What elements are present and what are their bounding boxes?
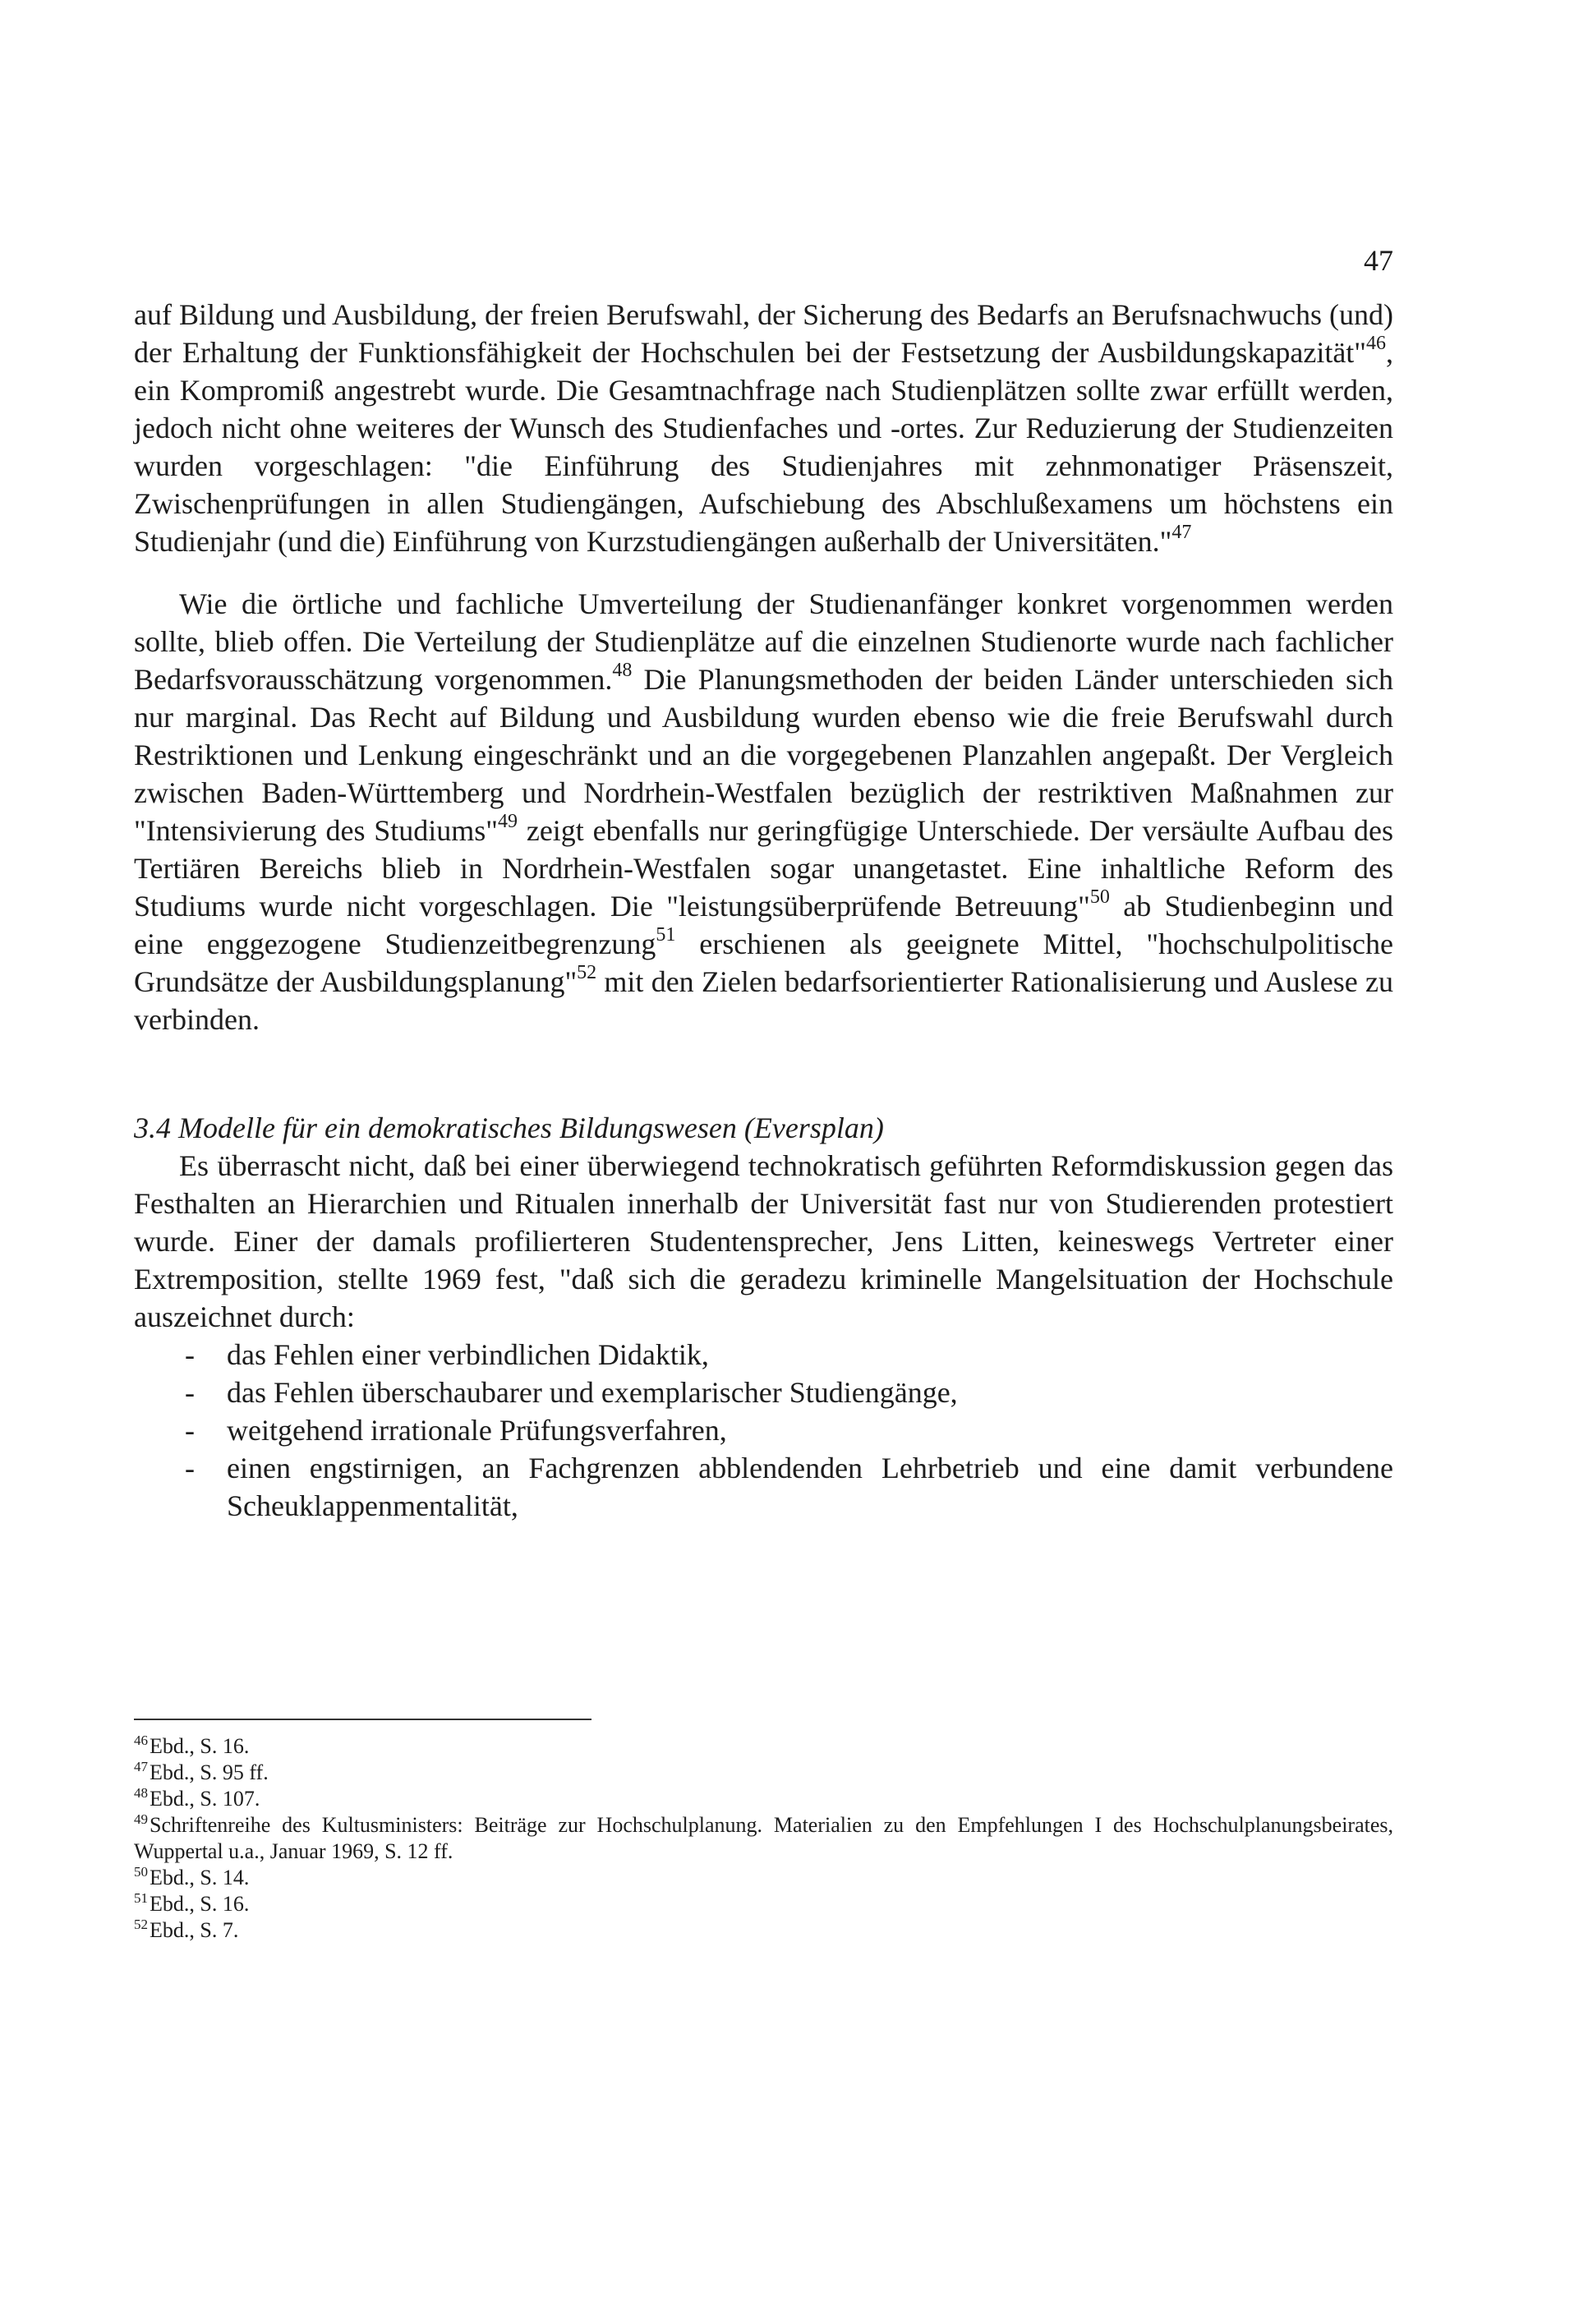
list-item-text: weitgehend irrationale Prüfungsverfahren, xyxy=(227,1414,727,1447)
list-item xyxy=(134,1411,1393,1449)
footnote-ref-46[interactable]: 46 xyxy=(1366,333,1386,354)
footnote-46 xyxy=(134,1733,1393,1760)
footnote-number: 50 xyxy=(134,1864,148,1880)
footnote-text: Ebd., S. 14. xyxy=(150,1866,250,1889)
footnotes xyxy=(134,1733,1393,1944)
footnote-ref-52[interactable]: 52 xyxy=(577,962,597,983)
text-run: erschienen als geeignete Mittel, "hochschulpolitische Grundsätze der Ausbildungsplanung" xyxy=(134,927,1393,998)
footnote-text: Ebd., S. 95 ff. xyxy=(150,1760,269,1784)
footnote-number: 48 xyxy=(134,1785,148,1802)
list-item-text: das Fehlen überschaubarer und exemplarischer Studiengänge, xyxy=(227,1376,958,1409)
footnote-48 xyxy=(134,1786,1393,1812)
bullet-dash: - xyxy=(185,1376,195,1409)
footnote-ref-50[interactable]: 50 xyxy=(1089,886,1110,908)
footnote-51 xyxy=(134,1891,1393,1917)
list-item xyxy=(134,1374,1393,1411)
footnote-text: Ebd., S. 107. xyxy=(150,1787,260,1811)
bullet-dash: - xyxy=(185,1414,195,1447)
bullet-dash: - xyxy=(185,1452,195,1484)
text-run: , ein Kompromiß angestrebt wurde. Die Gesamtnachfrage nach Studienplätzen sollte zwar erfüllt werden, jedoch nicht ohne weiteres der Wunsch des Studienfaches und -ortes. Zur Reduzierung der Studienzeiten wurden vorgeschlagen: "die Einführung des Studienjahres mit zehnmonatiger Präsenszeit, Zwischenprüfungen in allen Studiengängen, Aufschiebung des Abschlußexamens um höchstens ein Studienjahr (und die) Einführung von Kurzstudiengängen außerhalb der Universitäten." xyxy=(134,336,1393,558)
text-run: ab Studienbeginn und eine enggezogene Studienzeitbegrenzung xyxy=(134,890,1394,960)
footnote-text: Ebd., S. 16. xyxy=(150,1734,250,1758)
footnote-text: Schriftenreihe des Kultusministers: Beiträge zur Hochschulplanung. Materialien zu den Empfehlungen I des Hochschulplanungsbeirates, Wuppertal u.a., Januar 1969, S. 12 ff. xyxy=(134,1813,1393,1863)
paragraph-1 xyxy=(134,296,1393,560)
footnote-number: 52 xyxy=(134,1917,148,1933)
footnote-ref-51[interactable]: 51 xyxy=(656,924,676,946)
footnote-52 xyxy=(134,1917,1393,1944)
text-run: Wie die örtliche und fachliche Umverteilung der Studienanfänger konkret vorgenommen werden sollte, blieb offen. Die Verteilung der Studienplätze auf die einzelnen Studienorte wurde nach fachlicher Bedarfsvorausschätzung vorgenommen. xyxy=(134,587,1393,696)
section-heading: 3.4 Modelle für ein demokratisches Bildungswesen (Eversplan) xyxy=(134,1111,884,1144)
list-item-text: das Fehlen einer verbindlichen Didaktik, xyxy=(227,1338,709,1371)
text-run: mit den Zielen bedarfsorientierter Rationalisierung und Auslese zu verbinden. xyxy=(134,965,1393,1036)
paragraph-3: Es überrascht nicht, daß bei einer überwiegend technokratisch geführten Reformdiskussion gegen das Festhalten an Hierarchien und Ritualen innerhalb der Universität fast nur von Studierenden protestiert wurde. Einer der damals profilierteren Studentensprecher, Jens Litten, keineswegs Vertreter einer Extremposition, stellte 1969 fest, "daß sich die geradezu kriminelle Mangelsituation der Hochschule auszeichnet durch: xyxy=(134,1149,1393,1333)
footnote-number: 49 xyxy=(134,1811,148,1828)
bullet-dash: - xyxy=(185,1338,195,1371)
paragraph-2 xyxy=(134,585,1393,1038)
footnote-ref-47[interactable]: 47 xyxy=(1171,522,1192,543)
footnote-number: 47 xyxy=(134,1759,148,1775)
list-item xyxy=(134,1449,1393,1525)
footnote-ref-49[interactable]: 49 xyxy=(498,811,518,832)
footnote-47 xyxy=(134,1760,1393,1786)
footnote-text: Ebd., S. 16. xyxy=(150,1892,250,1916)
bullet-list xyxy=(134,1336,1393,1525)
page-number: 47 xyxy=(1364,244,1393,277)
text-run: Die Planungsmethoden der beiden Länder unterschieden sich nur marginal. Das Recht auf Bildung und Ausbildung wurden ebenso wie die freie Berufswahl durch Restriktionen und Lenkung eingeschränkt und an die vorgegebenen Planzahlen angepaßt. Der Vergleich zwischen Baden-Württemberg und Nordrhein-Westfalen bezüglich der restriktiven Maßnahmen zur "Intensivierung des Studiums" xyxy=(134,663,1394,847)
footnote-number: 51 xyxy=(134,1890,148,1907)
list-item-text: einen engstirnigen, an Fachgrenzen abblendenden Lehrbetrieb und eine damit verbundene Scheuklappenmentalität, xyxy=(227,1452,1393,1522)
footnote-number: 46 xyxy=(134,1733,148,1749)
text-run: zeigt ebenfalls nur geringfügige Unterschiede. Der versäulte Aufbau des Tertiären Bereichs blieb in Nordrhein-Westfalen sogar unangetastet. Eine inhaltliche Reform des Studiums wurde nicht vorgeschlagen. Die "leistungsüberprüfende Betreuung" xyxy=(134,814,1393,923)
footnote-ref-48[interactable]: 48 xyxy=(612,660,633,681)
footnote-49 xyxy=(134,1812,1393,1865)
footnote-text: Ebd., S. 7. xyxy=(150,1918,239,1942)
text-run: auf Bildung und Ausbildung, der freien Berufswahl, der Sicherung des Bedarfs an Berufsnachwuchs (und) der Erhaltung der Funktionsfähigkeit der Hochschulen bei der Festsetzung der Ausbildungskapazität" xyxy=(134,298,1393,369)
main-text xyxy=(134,296,1393,1525)
footnote-divider xyxy=(134,1719,591,1720)
list-item xyxy=(134,1336,1393,1374)
footnote-50 xyxy=(134,1865,1393,1891)
